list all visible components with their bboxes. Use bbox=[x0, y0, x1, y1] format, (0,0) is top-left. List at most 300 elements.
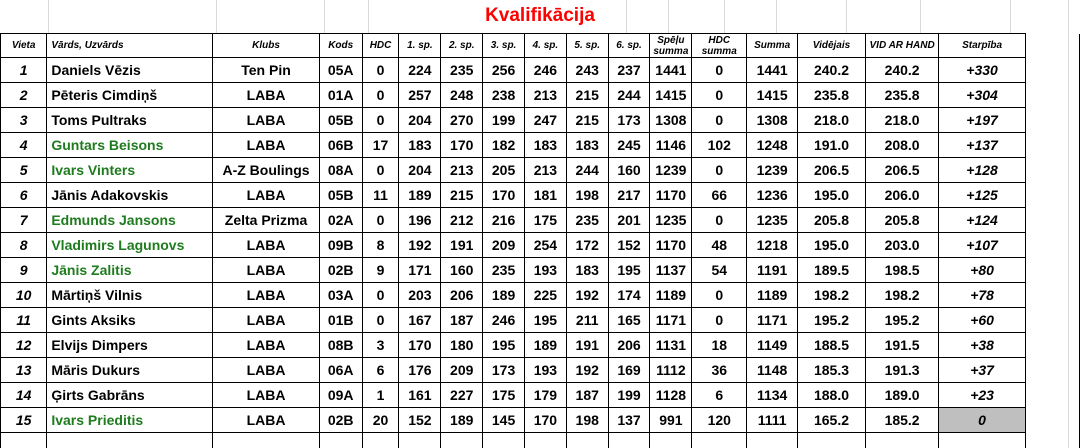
game4-cell[interactable]: 213 bbox=[524, 83, 566, 108]
games-sum-cell[interactable]: 1170 bbox=[650, 183, 692, 208]
game5-cell[interactable]: 211 bbox=[566, 308, 608, 333]
sum-cell[interactable]: 1248 bbox=[747, 133, 798, 158]
average-hand-cell[interactable]: 191.3 bbox=[865, 358, 938, 383]
game1-cell[interactable]: 203 bbox=[399, 283, 441, 308]
average-hand-cell[interactable]: 205.8 bbox=[865, 208, 938, 233]
partial-cell[interactable] bbox=[692, 433, 747, 448]
table-row[interactable] bbox=[1, 308, 1080, 333]
game6-cell[interactable]: 201 bbox=[608, 208, 650, 233]
club-cell[interactable]: LABA bbox=[213, 408, 320, 433]
table-row[interactable] bbox=[1, 408, 1080, 433]
club-cell[interactable]: LABA bbox=[213, 308, 320, 333]
hdc-sum-cell[interactable]: 18 bbox=[692, 333, 747, 358]
average-cell[interactable]: 206.5 bbox=[798, 158, 866, 183]
game5-cell[interactable]: 172 bbox=[566, 233, 608, 258]
club-cell[interactable]: LABA bbox=[213, 258, 320, 283]
table-row[interactable] bbox=[1, 258, 1080, 283]
difference-cell[interactable]: +330 bbox=[939, 58, 1026, 83]
game1-cell[interactable]: 170 bbox=[399, 333, 441, 358]
game4-cell[interactable]: 254 bbox=[524, 233, 566, 258]
game5-cell[interactable]: 243 bbox=[566, 58, 608, 83]
game6-cell[interactable]: 165 bbox=[608, 308, 650, 333]
game3-cell[interactable]: 175 bbox=[483, 383, 525, 408]
game5-cell[interactable]: 183 bbox=[566, 258, 608, 283]
average-hand-cell[interactable]: 185.2 bbox=[865, 408, 938, 433]
difference-cell[interactable]: +37 bbox=[939, 358, 1026, 383]
games-sum-cell[interactable]: 1239 bbox=[650, 158, 692, 183]
sum-cell[interactable]: 1441 bbox=[747, 58, 798, 83]
game2-cell[interactable]: 170 bbox=[441, 133, 483, 158]
hdc-cell[interactable]: 0 bbox=[362, 283, 399, 308]
game6-cell[interactable]: 160 bbox=[608, 158, 650, 183]
header-place: Vieta bbox=[1, 34, 47, 58]
name-cell[interactable]: Jānis Adakovskis bbox=[47, 183, 213, 208]
name-cell[interactable]: Edmunds Jansons bbox=[47, 208, 213, 233]
place-cell[interactable]: 15 bbox=[1, 408, 47, 433]
game5-cell[interactable]: 198 bbox=[566, 183, 608, 208]
hdc-cell[interactable]: 3 bbox=[362, 333, 399, 358]
place-cell[interactable]: 14 bbox=[1, 383, 47, 408]
games-sum-cell[interactable]: 1441 bbox=[650, 58, 692, 83]
games-sum-cell[interactable]: 1189 bbox=[650, 283, 692, 308]
code-cell[interactable]: 09B bbox=[319, 233, 362, 258]
partial-cell[interactable] bbox=[319, 433, 362, 448]
difference-cell[interactable]: +80 bbox=[939, 258, 1026, 283]
difference-cell[interactable]: +124 bbox=[939, 208, 1026, 233]
table-row[interactable] bbox=[1, 333, 1080, 358]
table-row[interactable] bbox=[1, 83, 1080, 108]
game2-cell[interactable]: 212 bbox=[441, 208, 483, 233]
game3-cell[interactable]: 256 bbox=[483, 58, 525, 83]
partial-cell[interactable] bbox=[608, 433, 650, 448]
club-cell[interactable]: LABA bbox=[213, 233, 320, 258]
game2-cell[interactable]: 187 bbox=[441, 308, 483, 333]
game1-cell[interactable]: 171 bbox=[399, 258, 441, 283]
place-cell[interactable]: 13 bbox=[1, 358, 47, 383]
hdc-sum-cell[interactable]: 0 bbox=[692, 208, 747, 233]
average-cell[interactable]: 240.2 bbox=[798, 58, 866, 83]
game5-cell[interactable]: 183 bbox=[566, 133, 608, 158]
header-game4: 4. sp. bbox=[524, 34, 566, 58]
club-cell[interactable]: A-Z Boulings bbox=[213, 158, 320, 183]
name-cell[interactable]: Mārtiņš Vilnis bbox=[47, 283, 213, 308]
difference-cell[interactable]: +78 bbox=[939, 283, 1026, 308]
hdc-sum-cell[interactable]: 0 bbox=[692, 58, 747, 83]
game1-cell[interactable]: 183 bbox=[399, 133, 441, 158]
table-row[interactable] bbox=[1, 283, 1080, 308]
sum-cell[interactable]: 1149 bbox=[747, 333, 798, 358]
difference-cell[interactable]: +38 bbox=[939, 333, 1026, 358]
code-cell[interactable]: 05B bbox=[319, 183, 362, 208]
name-cell[interactable]: Guntars Beisons bbox=[47, 133, 213, 158]
average-hand-cell[interactable]: 198.2 bbox=[865, 283, 938, 308]
average-cell[interactable]: 195.2 bbox=[798, 308, 866, 333]
club-cell[interactable]: LABA bbox=[213, 108, 320, 133]
game3-cell[interactable]: 145 bbox=[483, 408, 525, 433]
partial-cell[interactable] bbox=[650, 433, 692, 448]
game4-cell[interactable]: 195 bbox=[524, 308, 566, 333]
header-club: Klubs bbox=[213, 34, 320, 58]
hdc-cell[interactable]: 1 bbox=[362, 383, 399, 408]
average-cell[interactable]: 195.0 bbox=[798, 183, 866, 208]
game4-cell[interactable]: 183 bbox=[524, 133, 566, 158]
place-cell[interactable]: 10 bbox=[1, 283, 47, 308]
table-row[interactable] bbox=[1, 158, 1080, 183]
sum-cell[interactable]: 1171 bbox=[747, 308, 798, 333]
game3-cell[interactable]: 246 bbox=[483, 308, 525, 333]
code-cell[interactable]: 05A bbox=[319, 58, 362, 83]
game4-cell[interactable]: 181 bbox=[524, 183, 566, 208]
difference-cell[interactable]: +23 bbox=[939, 383, 1026, 408]
header-game3: 3. sp. bbox=[483, 34, 525, 58]
game2-cell[interactable]: 206 bbox=[441, 283, 483, 308]
code-cell[interactable]: 02A bbox=[319, 208, 362, 233]
average-cell[interactable]: 165.2 bbox=[798, 408, 866, 433]
header-sum: Summa bbox=[747, 34, 798, 58]
hdc-sum-cell[interactable]: 120 bbox=[692, 408, 747, 433]
name-cell[interactable]: Pēteris Cimdiņš bbox=[47, 83, 213, 108]
game6-cell[interactable]: 237 bbox=[608, 58, 650, 83]
game3-cell[interactable]: 216 bbox=[483, 208, 525, 233]
average-cell[interactable]: 189.5 bbox=[798, 258, 866, 283]
hdc-cell[interactable]: 11 bbox=[362, 183, 399, 208]
game1-cell[interactable]: 161 bbox=[399, 383, 441, 408]
partial-cell[interactable] bbox=[1, 433, 47, 448]
game6-cell[interactable]: 245 bbox=[608, 133, 650, 158]
game5-cell[interactable]: 215 bbox=[566, 83, 608, 108]
game3-cell[interactable]: 195 bbox=[483, 333, 525, 358]
difference-cell[interactable]: +128 bbox=[939, 158, 1026, 183]
game3-cell[interactable]: 209 bbox=[483, 233, 525, 258]
game5-cell[interactable]: 191 bbox=[566, 333, 608, 358]
code-cell[interactable]: 09A bbox=[319, 383, 362, 408]
sum-cell[interactable]: 1134 bbox=[747, 383, 798, 408]
table-row[interactable] bbox=[1, 183, 1080, 208]
hdc-cell[interactable]: 9 bbox=[362, 258, 399, 283]
name-cell[interactable]: Gints Aksiks bbox=[47, 308, 213, 333]
game2-cell[interactable]: 235 bbox=[441, 58, 483, 83]
game1-cell[interactable]: 257 bbox=[399, 83, 441, 108]
club-cell[interactable]: Zelta Prizma bbox=[213, 208, 320, 233]
hdc-cell[interactable]: 0 bbox=[362, 58, 399, 83]
place-cell[interactable]: 1 bbox=[1, 58, 47, 83]
games-sum-cell[interactable]: 1128 bbox=[650, 383, 692, 408]
table-row[interactable] bbox=[1, 133, 1080, 158]
name-cell[interactable]: Ivars Prieditis bbox=[47, 408, 213, 433]
game5-cell[interactable]: 215 bbox=[566, 108, 608, 133]
game2-cell[interactable]: 209 bbox=[441, 358, 483, 383]
hdc-cell[interactable]: 6 bbox=[362, 358, 399, 383]
place-cell[interactable]: 11 bbox=[1, 308, 47, 333]
game4-cell[interactable]: 170 bbox=[524, 408, 566, 433]
club-cell[interactable]: LABA bbox=[213, 333, 320, 358]
partial-cell[interactable] bbox=[865, 433, 938, 448]
games-sum-cell[interactable]: 1112 bbox=[650, 358, 692, 383]
partial-cell[interactable] bbox=[798, 433, 866, 448]
game5-cell[interactable]: 198 bbox=[566, 408, 608, 433]
table-row[interactable] bbox=[1, 233, 1080, 258]
table-row[interactable] bbox=[1, 108, 1080, 133]
games-sum-cell[interactable]: 1170 bbox=[650, 233, 692, 258]
place-cell[interactable]: 9 bbox=[1, 258, 47, 283]
average-hand-cell[interactable]: 198.5 bbox=[865, 258, 938, 283]
code-cell[interactable]: 01B bbox=[319, 308, 362, 333]
game6-cell[interactable]: 137 bbox=[608, 408, 650, 433]
difference-cell[interactable]: +107 bbox=[939, 233, 1026, 258]
average-hand-cell[interactable]: 189.0 bbox=[865, 383, 938, 408]
code-cell[interactable]: 05B bbox=[319, 108, 362, 133]
partial-cell[interactable] bbox=[566, 433, 608, 448]
code-cell[interactable]: 01A bbox=[319, 83, 362, 108]
average-hand-cell[interactable]: 235.8 bbox=[865, 83, 938, 108]
hdc-cell[interactable]: 0 bbox=[362, 208, 399, 233]
place-cell[interactable]: 3 bbox=[1, 108, 47, 133]
hdc-cell[interactable]: 8 bbox=[362, 233, 399, 258]
club-cell[interactable]: LABA bbox=[213, 83, 320, 108]
name-cell[interactable]: Daniels Vēzis bbox=[47, 58, 213, 83]
game2-cell[interactable]: 180 bbox=[441, 333, 483, 358]
game4-cell[interactable]: 225 bbox=[524, 283, 566, 308]
game3-cell[interactable]: 238 bbox=[483, 83, 525, 108]
average-hand-cell[interactable]: 191.5 bbox=[865, 333, 938, 358]
games-sum-cell[interactable]: 1415 bbox=[650, 83, 692, 108]
difference-cell[interactable]: +137 bbox=[939, 133, 1026, 158]
game6-cell[interactable]: 169 bbox=[608, 358, 650, 383]
average-cell[interactable]: 235.8 bbox=[798, 83, 866, 108]
partial-cell[interactable] bbox=[441, 433, 483, 448]
average-cell[interactable]: 218.0 bbox=[798, 108, 866, 133]
partial-cell[interactable] bbox=[362, 433, 399, 448]
club-cell[interactable]: Ten Pin bbox=[213, 58, 320, 83]
game2-cell[interactable]: 215 bbox=[441, 183, 483, 208]
header-hdc-sum: HDC summa bbox=[692, 34, 747, 58]
sum-cell[interactable]: 1218 bbox=[747, 233, 798, 258]
code-cell[interactable]: 06A bbox=[319, 358, 362, 383]
hdc-sum-cell[interactable]: 54 bbox=[692, 258, 747, 283]
sum-cell[interactable]: 1308 bbox=[747, 108, 798, 133]
average-cell[interactable]: 185.3 bbox=[798, 358, 866, 383]
game3-cell[interactable]: 199 bbox=[483, 108, 525, 133]
partial-cell[interactable] bbox=[399, 433, 441, 448]
games-sum-cell[interactable]: 1308 bbox=[650, 108, 692, 133]
club-cell[interactable]: LABA bbox=[213, 358, 320, 383]
game4-cell[interactable]: 175 bbox=[524, 208, 566, 233]
sum-cell[interactable]: 1415 bbox=[747, 83, 798, 108]
average-hand-cell[interactable]: 206.0 bbox=[865, 183, 938, 208]
difference-cell[interactable]: +60 bbox=[939, 308, 1026, 333]
place-cell[interactable]: 4 bbox=[1, 133, 47, 158]
average-cell[interactable]: 198.2 bbox=[798, 283, 866, 308]
game2-cell[interactable]: 213 bbox=[441, 158, 483, 183]
game1-cell[interactable]: 196 bbox=[399, 208, 441, 233]
game6-cell[interactable]: 195 bbox=[608, 258, 650, 283]
partial-cell[interactable] bbox=[47, 433, 213, 448]
game4-cell[interactable]: 247 bbox=[524, 108, 566, 133]
average-hand-cell[interactable]: 240.2 bbox=[865, 58, 938, 83]
games-sum-cell[interactable]: 1235 bbox=[650, 208, 692, 233]
average-hand-cell[interactable]: 203.0 bbox=[865, 233, 938, 258]
table-row[interactable] bbox=[1, 383, 1080, 408]
game6-cell[interactable]: 217 bbox=[608, 183, 650, 208]
game6-cell[interactable]: 174 bbox=[608, 283, 650, 308]
place-cell[interactable]: 6 bbox=[1, 183, 47, 208]
game1-cell[interactable]: 204 bbox=[399, 108, 441, 133]
game5-cell[interactable]: 192 bbox=[566, 358, 608, 383]
header-average: Vidējais bbox=[798, 34, 866, 58]
game6-cell[interactable]: 199 bbox=[608, 383, 650, 408]
game6-cell[interactable]: 152 bbox=[608, 233, 650, 258]
partial-cell[interactable] bbox=[939, 433, 1026, 448]
name-cell[interactable]: Jānis Zalitis bbox=[47, 258, 213, 283]
hdc-sum-cell[interactable]: 0 bbox=[692, 158, 747, 183]
average-hand-cell[interactable]: 218.0 bbox=[865, 108, 938, 133]
name-cell[interactable]: Vladimirs Lagunovs bbox=[47, 233, 213, 258]
code-cell[interactable]: 08B bbox=[319, 333, 362, 358]
table-row-partial[interactable] bbox=[1, 433, 1080, 448]
hdc-cell[interactable]: 17 bbox=[362, 133, 399, 158]
difference-cell[interactable]: 0 bbox=[939, 408, 1026, 433]
hdc-sum-cell[interactable]: 6 bbox=[692, 383, 747, 408]
game2-cell[interactable]: 160 bbox=[441, 258, 483, 283]
game3-cell[interactable]: 189 bbox=[483, 283, 525, 308]
header-game6: 6. sp. bbox=[608, 34, 650, 58]
code-cell[interactable]: 08A bbox=[319, 158, 362, 183]
hdc-cell[interactable]: 0 bbox=[362, 158, 399, 183]
game4-cell[interactable]: 189 bbox=[524, 333, 566, 358]
partial-cell[interactable] bbox=[483, 433, 525, 448]
games-sum-cell[interactable]: 1131 bbox=[650, 333, 692, 358]
name-cell[interactable]: Ģirts Gabrāns bbox=[47, 383, 213, 408]
code-cell[interactable]: 02B bbox=[319, 408, 362, 433]
table-row[interactable] bbox=[1, 58, 1080, 83]
game4-cell[interactable]: 193 bbox=[524, 358, 566, 383]
hdc-sum-cell[interactable]: 66 bbox=[692, 183, 747, 208]
game1-cell[interactable]: 152 bbox=[399, 408, 441, 433]
header-row bbox=[1, 34, 1080, 58]
average-hand-cell[interactable]: 195.2 bbox=[865, 308, 938, 333]
hdc-cell[interactable]: 0 bbox=[362, 83, 399, 108]
game2-cell[interactable]: 191 bbox=[441, 233, 483, 258]
club-cell[interactable]: LABA bbox=[213, 283, 320, 308]
average-hand-cell[interactable]: 206.5 bbox=[865, 158, 938, 183]
partial-cell[interactable] bbox=[213, 433, 320, 448]
hdc-cell[interactable]: 0 bbox=[362, 108, 399, 133]
sum-cell[interactable]: 1111 bbox=[747, 408, 798, 433]
average-cell[interactable]: 188.5 bbox=[798, 333, 866, 358]
games-sum-cell[interactable]: 991 bbox=[650, 408, 692, 433]
game2-cell[interactable]: 189 bbox=[441, 408, 483, 433]
games-sum-cell[interactable]: 1171 bbox=[650, 308, 692, 333]
hdc-sum-cell[interactable]: 0 bbox=[692, 108, 747, 133]
game2-cell[interactable]: 248 bbox=[441, 83, 483, 108]
partial-cell[interactable] bbox=[747, 433, 798, 448]
code-cell[interactable]: 03A bbox=[319, 283, 362, 308]
name-cell[interactable]: Māris Dukurs bbox=[47, 358, 213, 383]
sum-cell[interactable]: 1235 bbox=[747, 208, 798, 233]
club-cell[interactable]: LABA bbox=[213, 383, 320, 408]
table-row[interactable] bbox=[1, 208, 1080, 233]
partial-cell[interactable] bbox=[524, 433, 566, 448]
game3-cell[interactable]: 170 bbox=[483, 183, 525, 208]
game2-cell[interactable]: 270 bbox=[441, 108, 483, 133]
sum-cell[interactable]: 1236 bbox=[747, 183, 798, 208]
name-cell[interactable]: Ivars Vinters bbox=[47, 158, 213, 183]
difference-cell[interactable]: +304 bbox=[939, 83, 1026, 108]
game4-cell[interactable]: 246 bbox=[524, 58, 566, 83]
games-sum-cell[interactable]: 1137 bbox=[650, 258, 692, 283]
code-cell[interactable]: 06B bbox=[319, 133, 362, 158]
game1-cell[interactable]: 176 bbox=[399, 358, 441, 383]
hdc-cell[interactable]: 20 bbox=[362, 408, 399, 433]
place-cell[interactable]: 5 bbox=[1, 158, 47, 183]
club-cell[interactable]: LABA bbox=[213, 133, 320, 158]
game3-cell[interactable]: 235 bbox=[483, 258, 525, 283]
game6-cell[interactable]: 173 bbox=[608, 108, 650, 133]
game4-cell[interactable]: 193 bbox=[524, 258, 566, 283]
name-cell[interactable]: Elvijs Dimpers bbox=[47, 333, 213, 358]
table-row[interactable] bbox=[1, 358, 1080, 383]
average-hand-cell[interactable]: 208.0 bbox=[865, 133, 938, 158]
average-cell[interactable]: 205.8 bbox=[798, 208, 866, 233]
game5-cell[interactable]: 187 bbox=[566, 383, 608, 408]
difference-cell[interactable]: +125 bbox=[939, 183, 1026, 208]
games-sum-cell[interactable]: 1146 bbox=[650, 133, 692, 158]
sum-cell[interactable]: 1148 bbox=[747, 358, 798, 383]
place-cell[interactable]: 8 bbox=[1, 233, 47, 258]
game6-cell[interactable]: 244 bbox=[608, 83, 650, 108]
average-cell[interactable]: 191.0 bbox=[798, 133, 866, 158]
club-cell[interactable]: LABA bbox=[213, 183, 320, 208]
average-cell[interactable]: 188.0 bbox=[798, 383, 866, 408]
place-cell[interactable]: 12 bbox=[1, 333, 47, 358]
game1-cell[interactable]: 167 bbox=[399, 308, 441, 333]
game2-cell[interactable]: 227 bbox=[441, 383, 483, 408]
header-game2: 2. sp. bbox=[441, 34, 483, 58]
column-edge bbox=[1068, 33, 1080, 448]
hdc-cell[interactable]: 0 bbox=[362, 308, 399, 333]
game5-cell[interactable]: 244 bbox=[566, 158, 608, 183]
game5-cell[interactable]: 235 bbox=[566, 208, 608, 233]
name-cell[interactable]: Toms Pultraks bbox=[47, 108, 213, 133]
game1-cell[interactable]: 224 bbox=[399, 58, 441, 83]
average-cell[interactable]: 195.0 bbox=[798, 233, 866, 258]
game4-cell[interactable]: 179 bbox=[524, 383, 566, 408]
game1-cell[interactable]: 189 bbox=[399, 183, 441, 208]
game1-cell[interactable]: 192 bbox=[399, 233, 441, 258]
hdc-sum-cell[interactable]: 0 bbox=[692, 283, 747, 308]
hdc-sum-cell[interactable]: 48 bbox=[692, 233, 747, 258]
game4-cell[interactable]: 213 bbox=[524, 158, 566, 183]
hdc-sum-cell[interactable]: 102 bbox=[692, 133, 747, 158]
place-cell[interactable]: 7 bbox=[1, 208, 47, 233]
hdc-sum-cell[interactable]: 0 bbox=[692, 83, 747, 108]
place-cell[interactable]: 2 bbox=[1, 83, 47, 108]
difference-cell[interactable]: +197 bbox=[939, 108, 1026, 133]
game6-cell[interactable]: 206 bbox=[608, 333, 650, 358]
hdc-sum-cell[interactable]: 0 bbox=[692, 308, 747, 333]
game5-cell[interactable]: 192 bbox=[566, 283, 608, 308]
game3-cell[interactable]: 173 bbox=[483, 358, 525, 383]
game3-cell[interactable]: 205 bbox=[483, 158, 525, 183]
sum-cell[interactable]: 1189 bbox=[747, 283, 798, 308]
header-game5: 5. sp. bbox=[566, 34, 608, 58]
game1-cell[interactable]: 204 bbox=[399, 158, 441, 183]
hdc-sum-cell[interactable]: 36 bbox=[692, 358, 747, 383]
sum-cell[interactable]: 1239 bbox=[747, 158, 798, 183]
sum-cell[interactable]: 1191 bbox=[747, 258, 798, 283]
code-cell[interactable]: 02B bbox=[319, 258, 362, 283]
game3-cell[interactable]: 182 bbox=[483, 133, 525, 158]
